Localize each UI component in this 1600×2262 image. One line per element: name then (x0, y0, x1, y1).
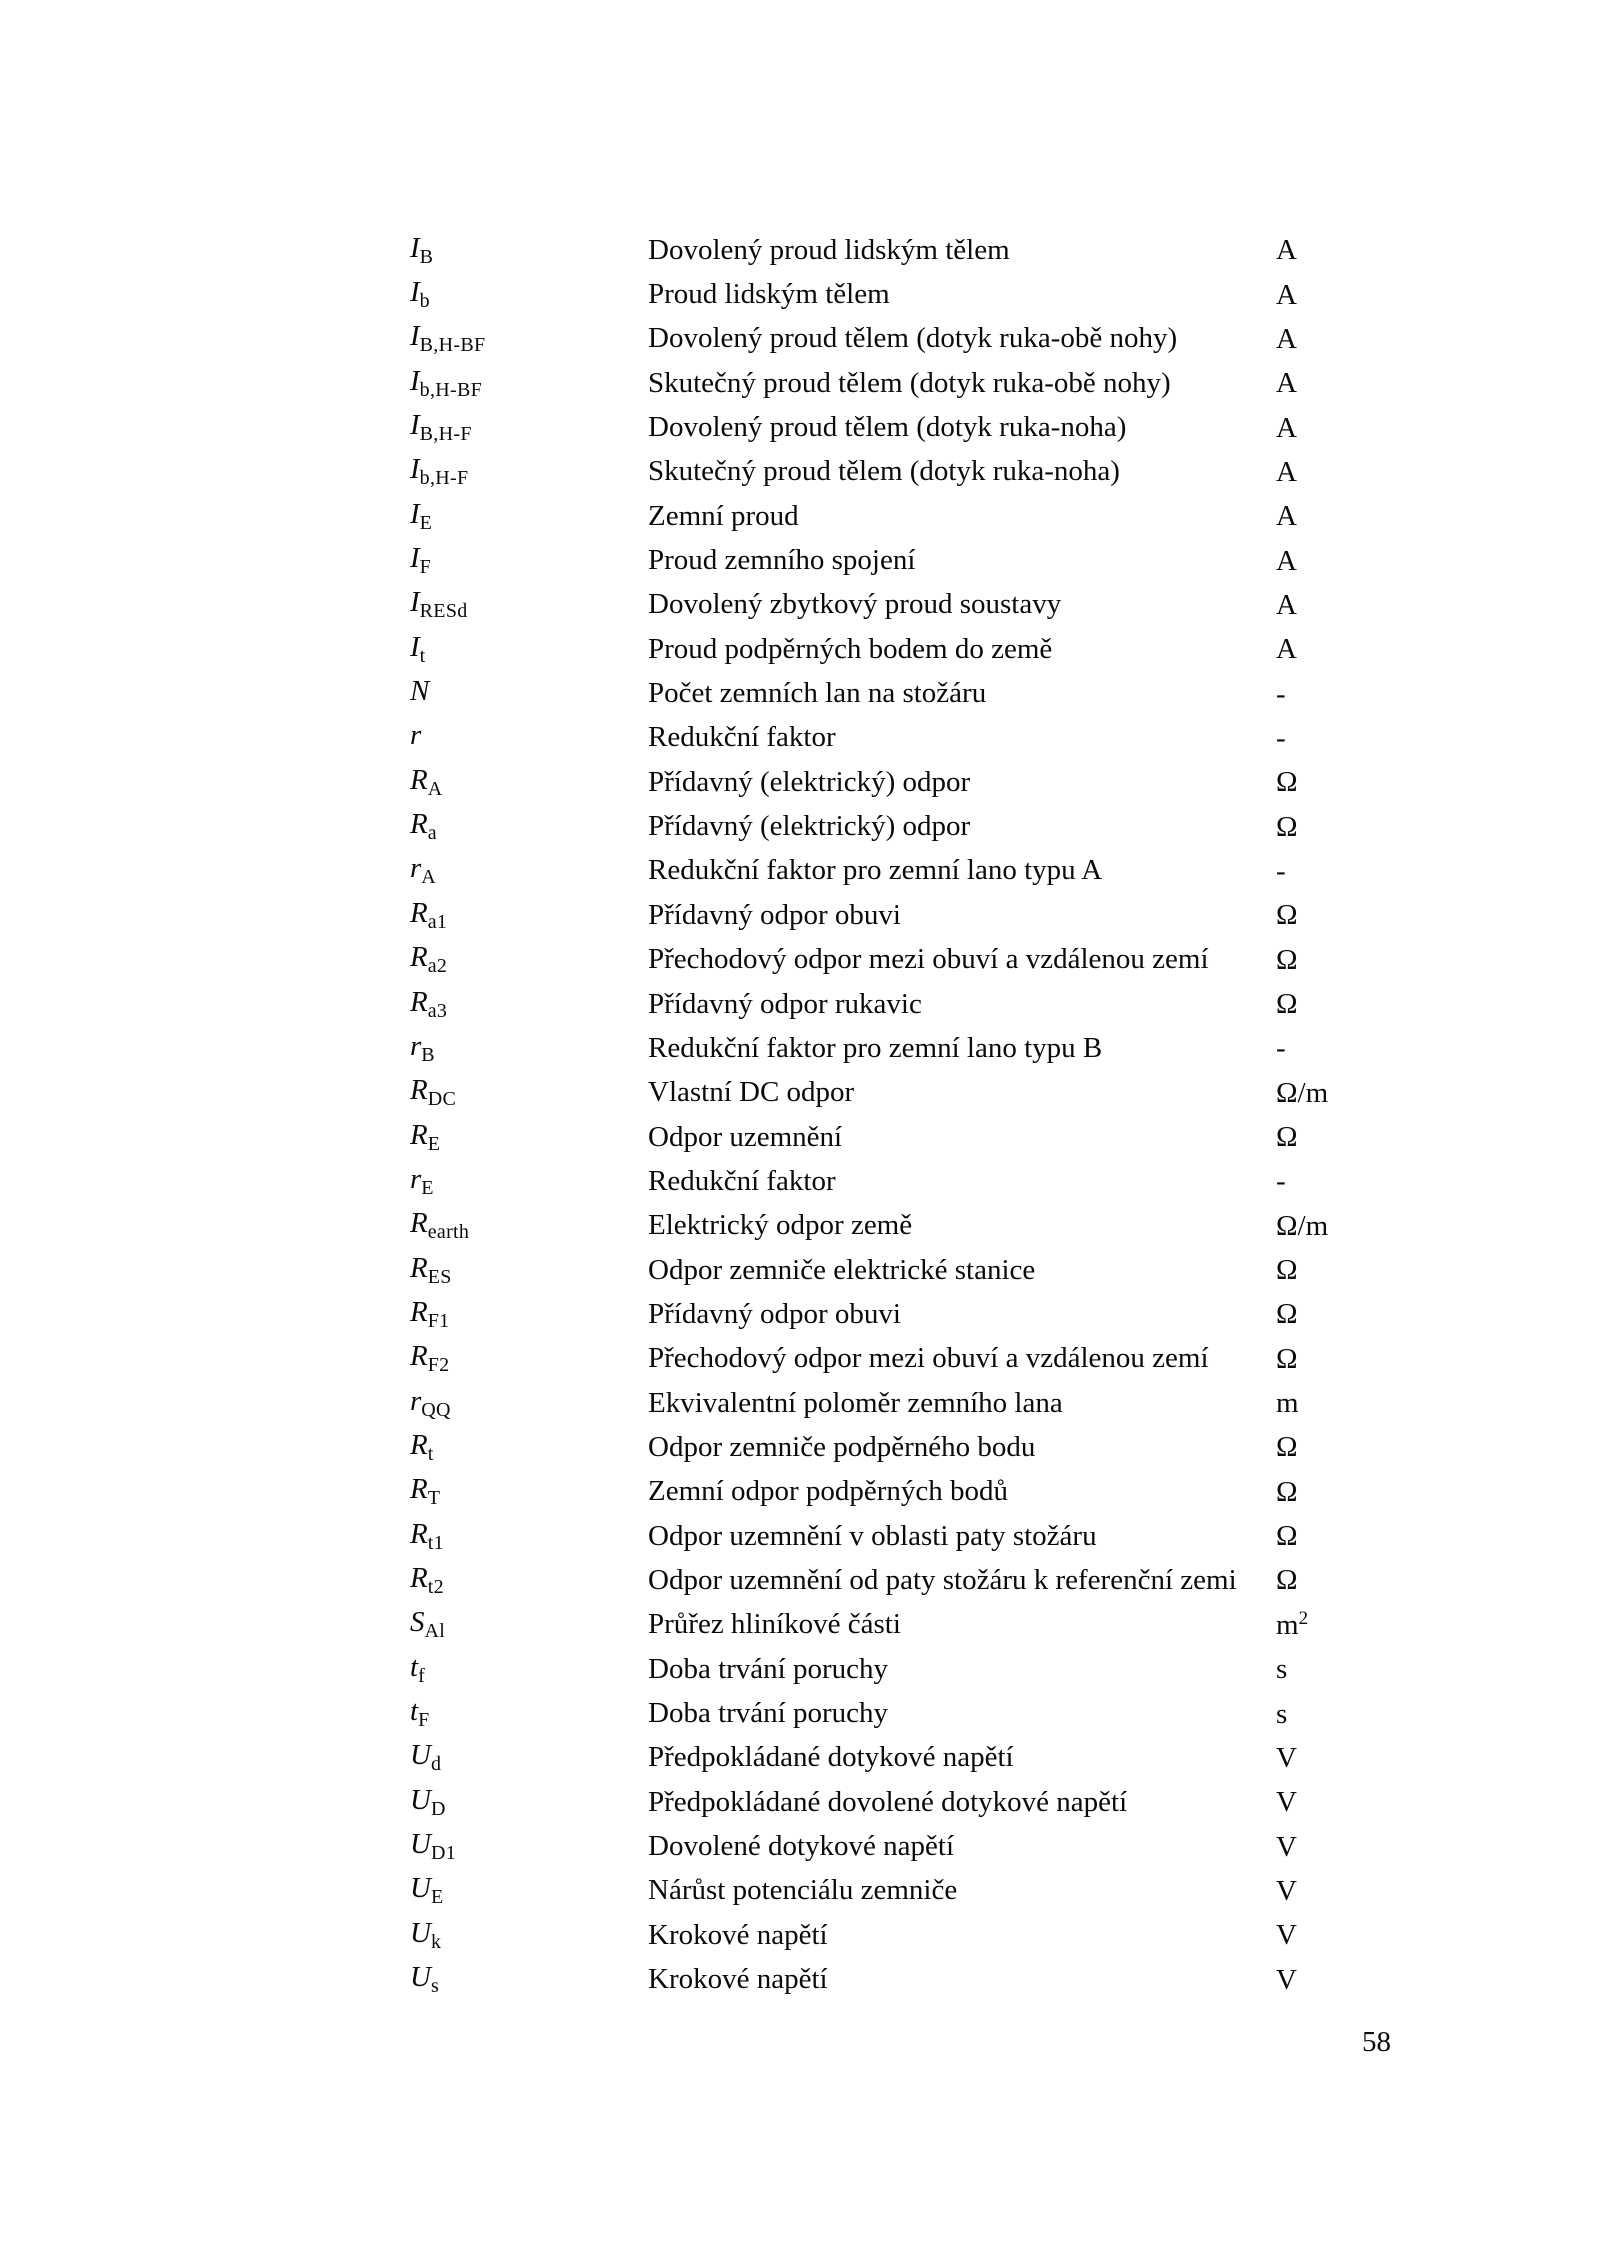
table-row (0, 1691, 1600, 1735)
symbol (410, 1695, 648, 1732)
symbol-description: Průřez hliníkové části (648, 1608, 901, 1641)
symbol-base: R (410, 1251, 428, 1284)
symbol-base: r (410, 852, 422, 885)
table-row (0, 1603, 1600, 1647)
symbol-subscript: t (419, 644, 426, 667)
symbol-subscript: F (419, 556, 432, 579)
symbol (410, 276, 648, 313)
symbol (410, 320, 648, 357)
symbol-base: U (410, 1828, 431, 1861)
symbol-unit (1276, 544, 1297, 578)
symbol-unit (1276, 765, 1298, 799)
symbol-unit (1276, 322, 1297, 356)
symbol-subscript: a3 (427, 999, 448, 1022)
symbol-unit (1276, 1164, 1286, 1198)
symbol (410, 808, 648, 845)
symbol-description: Redukční faktor pro zemní lano typu A (648, 854, 1103, 887)
symbol-subscript: A (421, 866, 437, 889)
unit-text: A (1276, 633, 1297, 666)
symbol-unit (1276, 1874, 1297, 1908)
symbol-base: R (410, 808, 428, 841)
symbol (410, 1651, 648, 1688)
symbol-subscript: ES (427, 1265, 452, 1288)
symbol (410, 1252, 648, 1289)
unit-text: A (1276, 500, 1297, 533)
symbol-base: I (410, 409, 420, 442)
symbol-description: Redukční faktor (648, 1164, 836, 1197)
symbols-table (0, 228, 1600, 2002)
symbol-unit (1276, 1253, 1298, 1287)
symbol-description: Krokové napětí (648, 1918, 828, 1951)
symbol-subscript: E (421, 1176, 434, 1199)
unit-text: Ω (1276, 1254, 1298, 1287)
symbol-subscript: D (430, 1797, 446, 1820)
unit-text: Ω (1276, 810, 1298, 843)
symbol-subscript: a (427, 822, 437, 845)
unit-text: V (1276, 1874, 1297, 1907)
symbol (410, 1828, 648, 1865)
table-row (0, 1071, 1600, 1115)
unit-text: V (1276, 1786, 1297, 1819)
table-row (0, 1514, 1600, 1558)
symbol-base: R (410, 1118, 428, 1151)
symbol (410, 542, 648, 579)
symbol-description: Proud lidským tělem (648, 278, 890, 311)
symbol-unit (1276, 898, 1298, 932)
symbol-description: Proud zemního spojení (648, 544, 916, 577)
symbol-subscript: s (430, 1975, 440, 1998)
unit-text: Ω (1276, 1564, 1298, 1597)
symbol-base: R (410, 896, 428, 929)
table-row (0, 361, 1600, 405)
symbol (410, 852, 648, 889)
unit-text: V (1276, 1741, 1297, 1774)
symbol-base: S (410, 1606, 425, 1639)
symbol-unit (1276, 1297, 1298, 1331)
symbol-subscript: F (418, 1709, 430, 1732)
symbol-unit (1276, 943, 1298, 977)
symbol (410, 232, 648, 269)
symbol (410, 498, 648, 535)
symbol-description: Redukční faktor pro zemní lano typu B (648, 1031, 1103, 1064)
symbol (410, 1074, 648, 1111)
symbol-subscript: earth (427, 1221, 470, 1244)
unit-text: A (1276, 588, 1297, 621)
symbol-unit (1276, 411, 1297, 445)
table-row (0, 1204, 1600, 1248)
symbol-subscript: E (427, 1132, 441, 1155)
symbol (410, 409, 648, 446)
table-row (0, 538, 1600, 582)
table-row (0, 1248, 1600, 1292)
table-row (0, 1337, 1600, 1381)
table-row (0, 982, 1600, 1026)
symbol (410, 941, 648, 978)
symbol (410, 719, 648, 756)
unit-text: V (1276, 1963, 1297, 1996)
symbol-base: R (410, 1295, 428, 1328)
symbol-subscript: t (427, 1442, 434, 1465)
symbol-description: Elektrický odpor země (648, 1209, 913, 1242)
symbol-base: I (410, 231, 420, 264)
symbol (410, 1739, 648, 1776)
unit-text: - (1276, 1165, 1286, 1198)
table-row (0, 405, 1600, 449)
symbol-subscript: B,H-BF (419, 334, 486, 357)
symbol-unit (1276, 1519, 1298, 1553)
symbol-base: I (410, 364, 420, 397)
symbol-base: r (410, 1029, 422, 1062)
unit-text: Ω/m (1276, 1209, 1329, 1242)
symbol-description: Doba trvání poruchy (648, 1652, 888, 1685)
symbol-description: Krokové napětí (648, 1963, 828, 1996)
table-row (0, 1647, 1600, 1691)
symbol-subscript: E (419, 511, 433, 534)
symbol (410, 1784, 648, 1821)
symbol-base: I (410, 320, 420, 353)
symbol-subscript: a1 (427, 910, 448, 933)
symbol-description: Nárůst potenciálu zemniče (648, 1874, 958, 1907)
symbol-description: Zemní odpor podpěrných bodů (648, 1475, 1009, 1508)
table-row (0, 1780, 1600, 1824)
symbol-base: R (410, 763, 428, 796)
unit-text: Ω (1276, 1520, 1298, 1553)
symbol-base: R (410, 941, 428, 974)
table-row (0, 1736, 1600, 1780)
table-row (0, 671, 1600, 715)
table-row (0, 1159, 1600, 1203)
symbol-subscript: a2 (427, 955, 448, 978)
unit-text: s (1276, 1653, 1288, 1686)
symbol-subscript: F1 (427, 1309, 450, 1332)
symbol-base: R (410, 1074, 428, 1107)
table-row (0, 228, 1600, 272)
symbol-base: r (410, 1384, 422, 1417)
symbol (410, 1917, 648, 1954)
table-row (0, 1824, 1600, 1868)
symbol-unit (1276, 1563, 1298, 1597)
symbol-base: I (410, 497, 420, 530)
symbol-subscript: A (427, 777, 443, 800)
symbol-unit (1276, 1430, 1298, 1464)
symbol-subscript: b (419, 290, 430, 313)
symbol-base: I (410, 276, 420, 309)
unit-text: Ω (1276, 1342, 1298, 1375)
symbol-description: Odpor uzemnění (648, 1120, 843, 1153)
table-row (0, 893, 1600, 937)
table-row (0, 1913, 1600, 1957)
symbol-base: I (410, 586, 420, 619)
symbol-description: Odpor zemniče elektrické stanice (648, 1253, 1036, 1286)
symbol-unit (1276, 1209, 1328, 1243)
symbol (410, 453, 648, 490)
symbol-description: Doba trvání poruchy (648, 1697, 888, 1730)
symbol-description: Dovolený proud tělem (dotyk ruka-obě nohy) (648, 322, 1178, 355)
table-row (0, 804, 1600, 848)
symbol-unit (1276, 677, 1286, 711)
symbol-base: I (410, 453, 420, 486)
symbol-unit (1276, 1697, 1287, 1731)
table-row (0, 627, 1600, 671)
symbol-subscript: D1 (430, 1842, 456, 1865)
symbol-description: Proud podpěrných bodem do země (648, 632, 1053, 665)
symbol-unit (1276, 233, 1297, 267)
symbol-unit (1276, 1386, 1299, 1420)
symbol-subscript: Al (424, 1620, 446, 1643)
symbol-description: Vlastní DC odpor (648, 1076, 855, 1109)
table-row (0, 317, 1600, 361)
unit-text: Ω (1276, 1298, 1298, 1331)
symbol (410, 1562, 648, 1599)
symbol-base: U (410, 1916, 431, 1949)
unit-text: V (1276, 1919, 1297, 1952)
symbol-base: t (410, 1695, 419, 1728)
symbol (410, 365, 648, 402)
unit-text: m (1276, 1387, 1299, 1420)
symbol-unit (1276, 1741, 1297, 1775)
symbol (410, 1473, 648, 1510)
symbol-unit (1276, 1830, 1297, 1864)
unit-text: - (1276, 721, 1286, 754)
symbol-description: Odpor uzemnění v oblasti paty stožáru (648, 1519, 1097, 1552)
unit-text: A (1276, 322, 1297, 355)
table-row (0, 760, 1600, 804)
symbol-unit (1276, 1031, 1286, 1065)
symbol-description: Přídavný odpor obuvi (648, 898, 901, 931)
symbol-unit (1276, 366, 1297, 400)
symbol-unit (1276, 278, 1297, 312)
unit-text: A (1276, 544, 1297, 577)
symbol-subscript: b,H-F (419, 467, 469, 490)
symbol-base: R (410, 1428, 428, 1461)
table-row (0, 1869, 1600, 1913)
symbol-subscript: T (427, 1487, 441, 1510)
unit-text: - (1276, 1032, 1286, 1065)
symbol-description: Zemní proud (648, 499, 799, 532)
table-row (0, 272, 1600, 316)
unit-text: Ω (1276, 988, 1298, 1021)
unit-superscript: 2 (1298, 1607, 1309, 1629)
symbol-base: r (410, 719, 422, 752)
symbol (410, 1961, 648, 1998)
symbol-base: U (410, 1961, 431, 1994)
symbol (410, 675, 648, 712)
symbol-base: r (410, 1162, 422, 1195)
table-row (0, 1558, 1600, 1602)
symbol-unit (1276, 1918, 1297, 1952)
table-row (0, 1115, 1600, 1159)
symbol (410, 764, 648, 801)
table-row (0, 716, 1600, 760)
page-number: 58 (1362, 2026, 1391, 2058)
symbol-base: N (410, 675, 430, 708)
symbol-description: Dovolený proud lidským tělem (648, 233, 1010, 266)
symbol-unit (1276, 1120, 1298, 1154)
symbol-base: R (410, 1561, 428, 1594)
symbol-subscript: d (430, 1753, 442, 1776)
symbol-description: Přídavný (elektrický) odpor (648, 810, 971, 843)
symbol (410, 1119, 648, 1156)
symbol-description: Přechodový odpor mezi obuví a vzdálenou zemí (648, 1342, 1209, 1375)
table-row (0, 1026, 1600, 1070)
symbol-subscript: f (418, 1664, 426, 1687)
symbol-subscript: B (419, 245, 434, 268)
symbol (410, 1296, 648, 1333)
symbol (410, 1385, 648, 1422)
symbol-subscript: F2 (427, 1354, 450, 1377)
symbol-unit (1276, 987, 1298, 1021)
table-row (0, 450, 1600, 494)
symbol-description: Skutečný proud tělem (dotyk ruka-noha) (648, 455, 1120, 488)
symbol-subscript: B (421, 1043, 435, 1066)
symbol-unit (1276, 1342, 1298, 1376)
unit-text: A (1276, 278, 1297, 311)
symbol-subscript: t1 (427, 1531, 444, 1554)
table-row (0, 1470, 1600, 1514)
symbol-unit (1276, 1608, 1308, 1642)
symbol-unit (1276, 455, 1297, 489)
symbol-description: Dovolený zbytkový proud soustavy (648, 588, 1062, 621)
symbol (410, 1429, 648, 1466)
symbol-unit (1276, 499, 1297, 533)
table-row (0, 849, 1600, 893)
unit-text: Ω (1276, 1475, 1298, 1508)
symbol-unit (1276, 1475, 1298, 1509)
unit-text: A (1276, 411, 1297, 444)
symbol-subscript: DC (427, 1088, 457, 1111)
symbol-unit (1276, 1076, 1328, 1110)
symbol (410, 1030, 648, 1067)
symbol-subscript: t2 (427, 1575, 444, 1598)
symbol (410, 897, 648, 934)
symbol-description: Dovolený proud tělem (dotyk ruka-noha) (648, 411, 1127, 444)
unit-text: Ω (1276, 943, 1298, 976)
symbol-base: R (410, 985, 428, 1018)
table-row (0, 938, 1600, 982)
symbol-base: U (410, 1739, 431, 1772)
symbol-description: Ekvivalentní poloměr zemního lana (648, 1386, 1063, 1419)
symbol-unit (1276, 1963, 1297, 1997)
symbol (410, 1163, 648, 1200)
unit-text: - (1276, 677, 1286, 710)
symbol-subscript: E (430, 1886, 444, 1909)
symbol-description: Počet zemních lan na stožáru (648, 677, 987, 710)
symbol-unit (1276, 721, 1286, 755)
unit-text: Ω (1276, 1431, 1298, 1464)
symbol (410, 1872, 648, 1909)
unit-text: - (1276, 854, 1286, 887)
unit-text: Ω (1276, 899, 1298, 932)
symbol-subscript: b,H-BF (419, 378, 483, 401)
symbol-unit (1276, 1652, 1287, 1686)
symbol-description: Přechodový odpor mezi obuví a vzdálenou zemí (648, 943, 1209, 976)
table-row (0, 1425, 1600, 1469)
symbol (410, 631, 648, 668)
table-row (0, 1381, 1600, 1425)
unit-text: A (1276, 455, 1297, 488)
unit-text: m (1276, 1608, 1299, 1641)
symbol-description: Přídavný odpor obuvi (648, 1297, 901, 1330)
symbol-unit (1276, 588, 1297, 622)
symbol-description: Předpokládané dotykové napětí (648, 1741, 1014, 1774)
unit-text: A (1276, 367, 1297, 400)
unit-text: Ω (1276, 1121, 1298, 1154)
symbol-subscript: RESd (419, 600, 468, 623)
symbol (410, 1207, 648, 1244)
table-row (0, 494, 1600, 538)
symbol-description: Přídavný odpor rukavic (648, 987, 922, 1020)
symbol-base: R (410, 1473, 428, 1506)
unit-text: A (1276, 234, 1297, 267)
symbol (410, 1518, 648, 1555)
unit-text: s (1276, 1697, 1288, 1730)
symbol-subscript: k (430, 1930, 442, 1953)
symbol-base: I (410, 630, 420, 663)
symbol-description: Přídavný (elektrický) odpor (648, 765, 971, 798)
symbol-description: Redukční faktor (648, 721, 836, 754)
symbol-description: Skutečný proud tělem (dotyk ruka-obě nohy) (648, 366, 1171, 399)
symbol (410, 1340, 648, 1377)
symbol-base: t (410, 1650, 419, 1683)
symbol-base: U (410, 1783, 431, 1816)
symbol-base: I (410, 542, 420, 575)
symbol-description: Odpor zemniče podpěrného bodu (648, 1430, 1036, 1463)
symbol-unit (1276, 810, 1298, 844)
symbol (410, 1606, 648, 1643)
symbol-description: Předpokládané dovolené dotykové napětí (648, 1785, 1128, 1818)
symbol-subscript: B,H-F (419, 423, 472, 446)
symbol-base: R (410, 1340, 428, 1373)
symbol-base: U (410, 1872, 431, 1905)
symbol-base: R (410, 1207, 428, 1240)
symbol-unit (1276, 1785, 1297, 1819)
symbol-description: Dovolené dotykové napětí (648, 1830, 955, 1863)
symbol (410, 986, 648, 1023)
symbol-subscript: QQ (421, 1398, 451, 1421)
table-row (0, 1957, 1600, 2001)
symbol-base: R (410, 1517, 428, 1550)
table-row (0, 1292, 1600, 1336)
symbol-description: Odpor uzemnění od paty stožáru k referenční zemi (648, 1563, 1237, 1596)
table-row (0, 583, 1600, 627)
symbol-unit (1276, 854, 1286, 888)
symbol-unit (1276, 632, 1297, 666)
unit-text: Ω (1276, 766, 1298, 799)
symbol (410, 586, 648, 623)
unit-text: V (1276, 1830, 1297, 1863)
unit-text: Ω/m (1276, 1076, 1329, 1109)
